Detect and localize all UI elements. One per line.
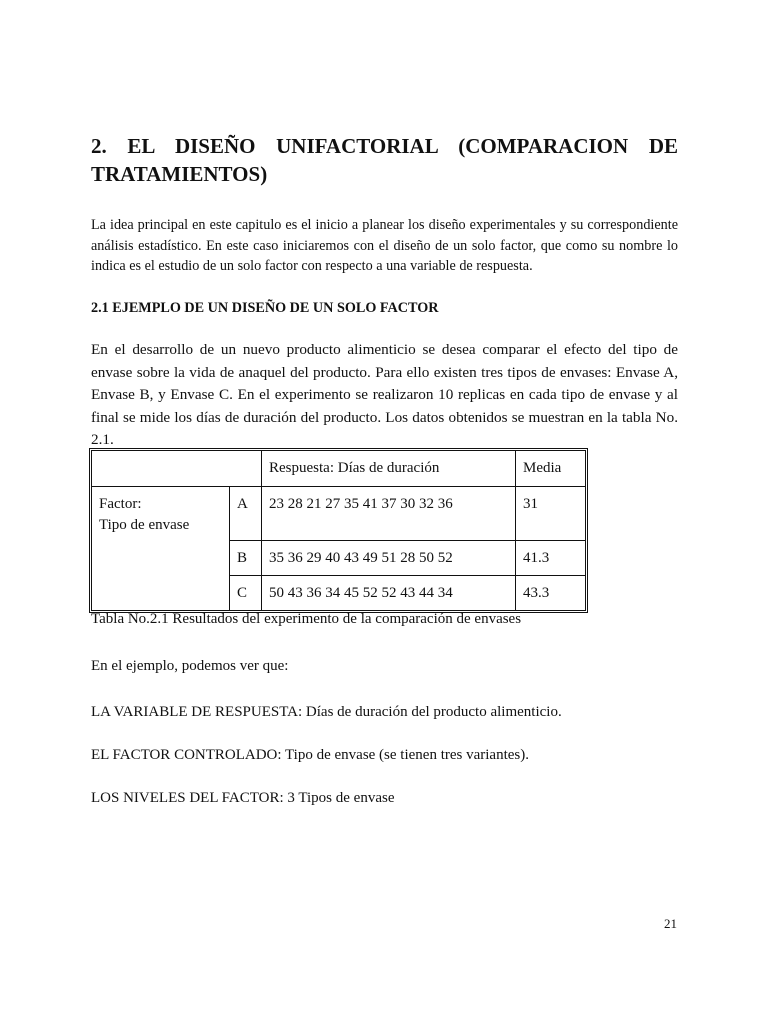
section-heading: 2.1 EJEMPLO DE UN DISEÑO DE UN SOLO FACTOR — [91, 300, 439, 316]
table-corner-cell — [92, 451, 262, 487]
level-cell: B — [230, 541, 262, 576]
values-cell: 23 28 21 27 35 41 37 30 32 36 — [262, 487, 516, 541]
example-intro-line: En el ejemplo, podemos ver que: — [91, 658, 289, 674]
controlled-factor-line: EL FACTOR CONTROLADO: Tipo de envase (se tienen tres variantes). — [91, 747, 529, 763]
mean-cell: 41.3 — [516, 541, 586, 576]
mean-cell: 31 — [516, 487, 586, 541]
header-mean: Media — [516, 451, 586, 487]
level-cell: C — [230, 576, 262, 611]
results-table — [91, 450, 586, 611]
results-table-frame — [89, 448, 588, 613]
response-variable-line: LA VARIABLE DE RESPUESTA: Días de duración del producto alimenticio. — [91, 704, 562, 720]
header-response: Respuesta: Días de duración — [262, 451, 516, 487]
factor-levels-line: LOS NIVELES DEL FACTOR: 3 Tipos de envase — [91, 790, 395, 806]
level-cell: A — [230, 487, 262, 541]
values-cell: 50 43 36 34 45 52 52 43 44 34 — [262, 576, 516, 611]
table-row — [92, 487, 586, 541]
chapter-title: 2. EL DISEÑO UNIFACTORIAL (COMPARACION DE TRATAMIENTOS) — [91, 134, 678, 186]
intro-paragraph: La idea principal en este capitulo es el inicio a planear los diseño experimentales y su correspondiente análisis estadístico. En este caso iniciaremos con el diseño de un solo factor, que como su nombre lo indica es el estudio de un solo factor con respecto a una variable de respuesta. — [91, 217, 678, 274]
table-header-row — [92, 451, 586, 487]
page-number: 21 — [664, 916, 677, 931]
mean-cell: 43.3 — [516, 576, 586, 611]
factor-label: Factor: — [99, 496, 142, 512]
factor-name: Tipo de envase — [99, 517, 190, 533]
factor-cell — [92, 487, 230, 611]
table-caption: Tabla No.2.1 Resultados del experimento de la comparación de envases — [91, 611, 522, 627]
values-cell: 35 36 29 40 43 49 51 28 50 52 — [262, 541, 516, 576]
example-paragraph: En el desarrollo de un nuevo producto alimenticio se desea comparar el efecto del tipo de envase sobre la vida de anaquel del producto. Para ello existen tres tipos de envases: Envase A, Envase B, y Envase C. En el experimento se realizaron 10 replicas en cada tipo de envase y al final se mide los días de duración del producto. Los datos obtenidos se muestran en la tabla No. 2.1. — [91, 341, 678, 448]
